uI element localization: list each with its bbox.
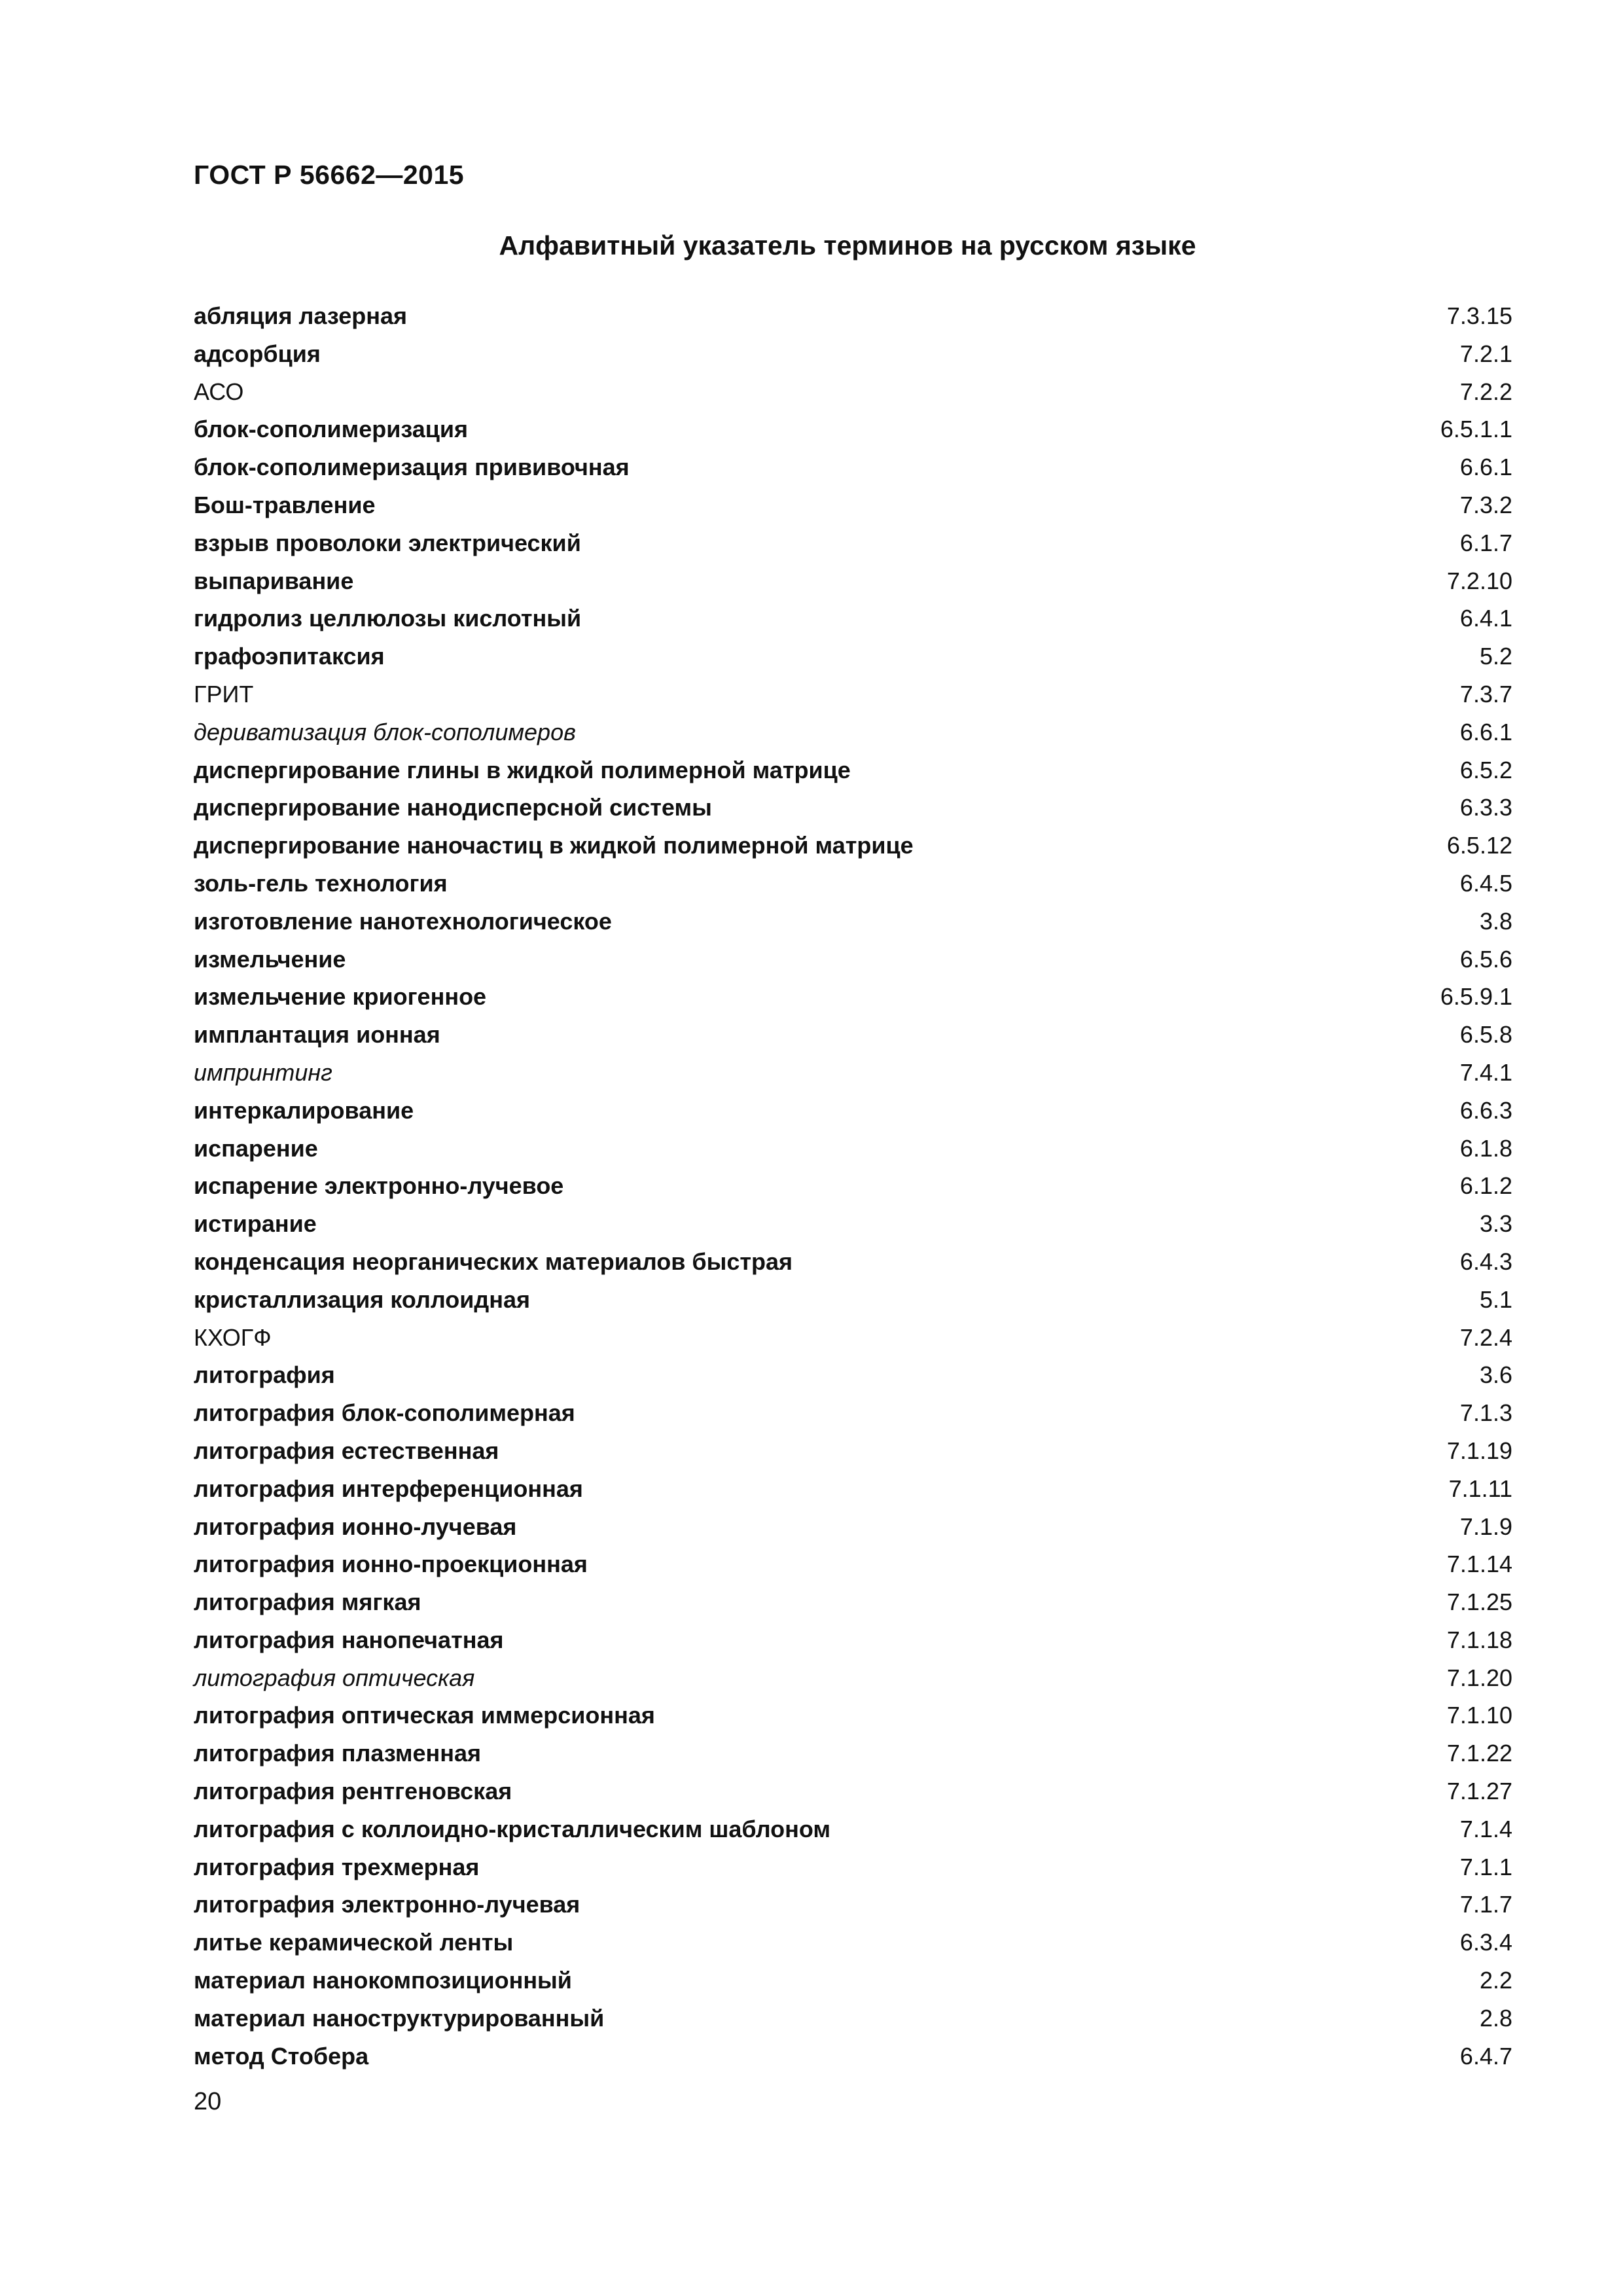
index-entry: [194, 1772, 1512, 1810]
index-term: измельчение: [194, 945, 346, 973]
index-reference: 7.1.25: [1446, 1588, 1512, 1616]
index-term: выпаривание: [194, 567, 354, 594]
index-term: истирание: [194, 1210, 317, 1238]
index-term: литье керамической ленты: [194, 1929, 514, 1956]
index-entry: [194, 373, 1512, 411]
index-entry: [194, 1696, 1512, 1734]
index-reference: 7.1.19: [1446, 1437, 1512, 1464]
index-reference: 7.1.7: [1459, 1891, 1512, 1918]
index-reference: 6.6.1: [1459, 454, 1512, 481]
index-entry: [194, 1016, 1512, 1054]
index-reference: 6.5.12: [1446, 832, 1512, 859]
index-term: взрыв проволоки электрический: [194, 529, 581, 556]
index-reference: 6.4.1: [1459, 605, 1512, 632]
index-term: графоэпитаксия: [194, 643, 385, 670]
index-entry: [194, 1621, 1512, 1659]
index-term: дериватизация блок-сополимеров: [194, 718, 576, 745]
index-reference: 7.2.4: [1459, 1323, 1512, 1351]
index-reference: 6.1.7: [1459, 529, 1512, 556]
index-reference: 6.1.2: [1459, 1172, 1512, 1200]
index-term: конденсация неорганических материалов быстрая: [194, 1247, 793, 1275]
index-entry: [194, 1886, 1512, 1924]
index-entry: [194, 1356, 1512, 1394]
index-entry: [194, 2037, 1512, 2075]
document-code: ГОСТ Р 56662—2015: [194, 160, 465, 190]
index-term: литография плазменная: [194, 1740, 482, 1767]
index-term: гидролиз целлюлозы кислотный: [194, 605, 582, 632]
index-term: имплантация ионная: [194, 1021, 440, 1049]
index-term: импринтинг: [194, 1058, 332, 1086]
index-reference: 7.2.1: [1459, 340, 1512, 367]
index-reference: 7.4.1: [1459, 1058, 1512, 1086]
index-reference: 2.2: [1479, 1967, 1512, 1994]
index-entry: [194, 1659, 1512, 1697]
index-reference: 7.3.2: [1459, 491, 1512, 518]
index-reference: 5.1: [1479, 1285, 1512, 1313]
index-entry: [194, 2000, 1512, 2037]
index-entry: [194, 1394, 1512, 1432]
index-entry: [194, 1054, 1512, 1092]
index-reference: 7.1.11: [1448, 1475, 1512, 1502]
index-entry: [194, 410, 1512, 448]
index-term: Бош-травление: [194, 491, 376, 518]
index-entry: [194, 1583, 1512, 1621]
index-term: блок-сополимеризация прививочная: [194, 454, 630, 481]
index-entry: [194, 486, 1512, 524]
index-entry: [194, 562, 1512, 600]
index-reference: 7.1.27: [1446, 1778, 1512, 1805]
index-term: литография естественная: [194, 1437, 499, 1464]
index-entry: [194, 1470, 1512, 1508]
index-term: испарение электронно-лучевое: [194, 1172, 564, 1200]
index-reference: 6.5.2: [1459, 756, 1512, 783]
index-term: литография ионно-лучевая: [194, 1513, 517, 1540]
index-reference: 7.1.22: [1446, 1740, 1512, 1767]
index-reference: 6.1.8: [1459, 1134, 1512, 1162]
index-entry: [194, 297, 1512, 335]
index-reference: 3.8: [1479, 907, 1512, 935]
index-reference: 7.1.4: [1459, 1815, 1512, 1842]
index-term: литография трехмерная: [194, 1853, 480, 1880]
index-entry: [194, 1734, 1512, 1772]
page-number: 20: [194, 2088, 222, 2115]
index-term: блок-сополимеризация: [194, 416, 469, 443]
index-reference: 6.5.6: [1459, 945, 1512, 973]
index-term: интеркалирование: [194, 1096, 414, 1124]
index-entry: [194, 751, 1512, 789]
index-entry: [194, 1508, 1512, 1546]
index-entry: [194, 1848, 1512, 1886]
index-term: материал нанокомпозиционный: [194, 1967, 572, 1994]
index-entry: [194, 789, 1512, 827]
index-reference: 6.5.8: [1459, 1021, 1512, 1049]
index-entry: [194, 1205, 1512, 1243]
index-reference: 7.3.7: [1459, 680, 1512, 708]
index-reference: 7.1.1: [1459, 1853, 1512, 1880]
index-term: изготовление нанотехнологическое: [194, 907, 612, 935]
index-reference: 6.6.1: [1459, 718, 1512, 745]
index-entry: [194, 1810, 1512, 1848]
index-reference: 7.2.10: [1446, 567, 1512, 594]
index-term: литография блок-сополимерная: [194, 1399, 575, 1427]
index-entry: [194, 1167, 1512, 1205]
section-title: Алфавитный указатель терминов на русском языке: [499, 230, 1196, 260]
index-reference: 7.1.14: [1446, 1551, 1512, 1578]
index-reference: 6.6.3: [1459, 1096, 1512, 1124]
index-term: диспергирование наночастиц в жидкой полимерной матрице: [194, 832, 914, 859]
index-term: абляция лазерная: [194, 302, 408, 329]
index-entry: [194, 448, 1512, 486]
index-term: кристаллизация коллоидная: [194, 1285, 531, 1313]
index-term: АСО: [194, 378, 244, 405]
index-reference: 7.1.3: [1459, 1399, 1512, 1427]
index-term: литография интерференционная: [194, 1475, 583, 1502]
index-entry: [194, 827, 1512, 865]
index-term: золь-гель технология: [194, 869, 448, 897]
index-term: диспергирование глины в жидкой полимерной матрице: [194, 756, 851, 783]
index-entry: [194, 865, 1512, 903]
index-entry: [194, 978, 1512, 1016]
index-entry: [194, 1432, 1512, 1470]
index-entry: [194, 1092, 1512, 1130]
index-reference: 6.5.1.1: [1440, 416, 1512, 443]
term-index-list: [194, 297, 1512, 2075]
index-term: литография оптическая: [194, 1664, 475, 1691]
index-entry: [194, 1924, 1512, 1962]
index-entry: [194, 941, 1512, 978]
index-entry: [194, 1243, 1512, 1281]
index-entry: [194, 637, 1512, 675]
index-entry: [194, 1281, 1512, 1319]
index-term: литография электронно-лучевая: [194, 1891, 580, 1918]
index-entry: [194, 1130, 1512, 1168]
index-reference: 7.1.9: [1459, 1513, 1512, 1540]
index-term: литография оптическая иммерсионная: [194, 1702, 655, 1729]
index-entry: [194, 524, 1512, 562]
index-reference: 6.4.7: [1459, 2042, 1512, 2070]
index-entry: [194, 903, 1512, 941]
index-reference: 6.4.3: [1459, 1247, 1512, 1275]
index-term: ГРИТ: [194, 680, 254, 708]
index-term: литография нанопечатная: [194, 1626, 504, 1653]
index-reference: 5.2: [1479, 643, 1512, 670]
index-reference: 7.1.18: [1446, 1626, 1512, 1653]
index-term: литография ионно-проекционная: [194, 1551, 588, 1578]
index-entry: [194, 1962, 1512, 2000]
index-term: КХОГФ: [194, 1323, 272, 1351]
index-reference: 6.5.9.1: [1440, 983, 1512, 1011]
index-reference: 7.1.10: [1446, 1702, 1512, 1729]
index-reference: 3.6: [1479, 1361, 1512, 1389]
index-entry: [194, 713, 1512, 751]
index-entry: [194, 1545, 1512, 1583]
index-reference: 7.2.2: [1459, 378, 1512, 405]
index-reference: 6.3.4: [1459, 1929, 1512, 1956]
index-term: литография мягкая: [194, 1588, 421, 1616]
index-entry: [194, 675, 1512, 713]
index-term: адсорбция: [194, 340, 321, 367]
index-entry: [194, 600, 1512, 637]
index-reference: 6.3.3: [1459, 794, 1512, 821]
index-term: литография рентгеновская: [194, 1778, 512, 1805]
index-term: диспергирование нанодисперсной системы: [194, 794, 712, 821]
index-reference: 2.8: [1479, 2004, 1512, 2032]
index-reference: 7.3.15: [1446, 302, 1512, 329]
index-term: материал наноструктурированный: [194, 2004, 605, 2032]
index-reference: 7.1.20: [1446, 1664, 1512, 1691]
index-reference: 6.4.5: [1459, 869, 1512, 897]
index-term: метод Стобера: [194, 2042, 369, 2070]
index-reference: 3.3: [1479, 1210, 1512, 1238]
index-term: испарение: [194, 1134, 318, 1162]
index-entry: [194, 335, 1512, 373]
index-term: литография: [194, 1361, 335, 1389]
index-term: литография с коллоидно-кристаллическим шаблоном: [194, 1815, 830, 1842]
index-entry: [194, 1319, 1512, 1357]
index-term: измельчение криогенное: [194, 983, 487, 1011]
